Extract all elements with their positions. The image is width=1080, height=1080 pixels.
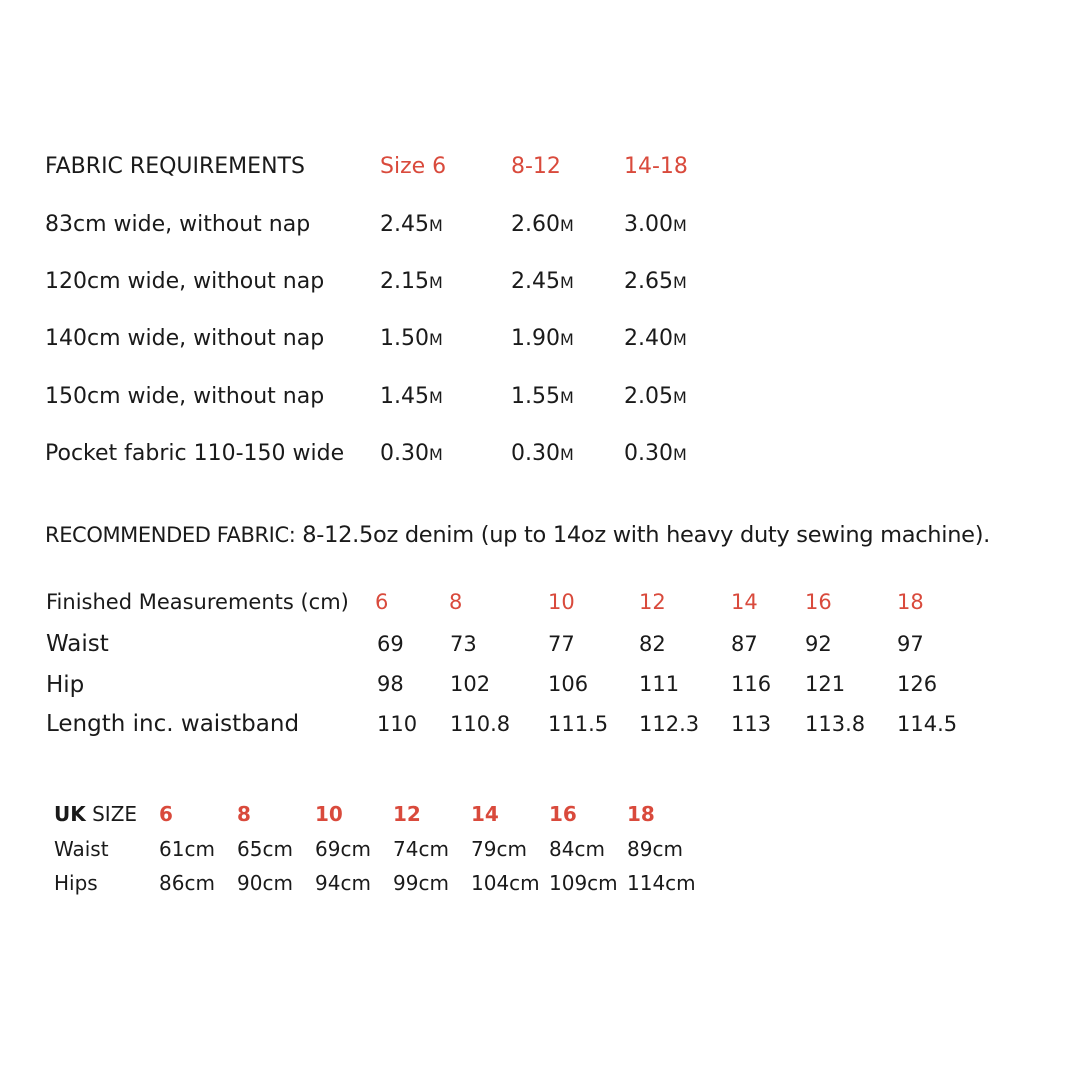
measurement-value: 77 (548, 632, 575, 656)
measurement-value: 113 (731, 712, 772, 736)
size-header: 18 (627, 802, 655, 826)
recommended-fabric (45, 522, 990, 548)
uk-value: 74cm (393, 837, 449, 861)
fabric-row-label: 120cm wide, without nap (45, 269, 325, 294)
measurement-value: 98 (377, 672, 404, 696)
fabric-value: 1.90M (511, 326, 574, 351)
fabric-value: 2.45M (511, 269, 574, 294)
finished-measurements-title: Finished Measurements (cm) (46, 590, 349, 614)
measurement-value: 92 (805, 632, 832, 656)
uk-value: 99cm (393, 871, 449, 895)
measurement-value: 114.5 (897, 712, 958, 736)
size-header: 14-18 (624, 154, 688, 179)
size-header: 8 (449, 590, 463, 614)
measurement-value: 121 (805, 672, 846, 696)
fabric-value: 2.45M (380, 212, 443, 237)
fabric-value: 0.30M (624, 441, 687, 466)
measurement-value: 113.8 (805, 712, 866, 736)
size-header: 6 (159, 802, 173, 826)
uk-value: 90cm (237, 871, 293, 895)
fabric-value: 2.60M (511, 212, 574, 237)
measurement-value: 116 (731, 672, 772, 696)
size-header: 8 (237, 802, 251, 826)
size-header: 10 (315, 802, 343, 826)
size-header: 18 (897, 590, 924, 614)
uk-value: 89cm (627, 837, 683, 861)
measurement-value: 126 (897, 672, 938, 696)
uk-row-label: Waist (54, 837, 109, 861)
uk-value: 65cm (237, 837, 293, 861)
measurement-row-label: Length inc. waistband (46, 711, 300, 737)
fabric-value: 2.15M (380, 269, 443, 294)
fabric-value: 1.55M (511, 384, 574, 409)
measurement-row-label: Waist (46, 631, 109, 657)
uk-value: 61cm (159, 837, 215, 861)
measurement-value: 106 (548, 672, 589, 696)
measurement-value: 110 (377, 712, 418, 736)
uk-value: 114cm (627, 871, 696, 895)
uk-size-title: UK SIZE (54, 802, 138, 826)
measurement-value: 82 (639, 632, 666, 656)
fabric-requirements-title: FABRIC REQUIREMENTS (45, 154, 305, 179)
fabric-row-label: 83cm wide, without nap (45, 212, 311, 237)
measurement-value: 111.5 (548, 712, 609, 736)
size-header: Size 6 (380, 154, 447, 179)
size-header: 16 (549, 802, 577, 826)
fabric-row-label: 150cm wide, without nap (45, 384, 325, 409)
size-header: 12 (393, 802, 421, 826)
uk-row-label: Hips (54, 871, 98, 895)
measurement-value: 110.8 (450, 712, 511, 736)
measurement-value: 87 (731, 632, 758, 656)
fabric-value: 0.30M (511, 441, 574, 466)
uk-value: 79cm (471, 837, 527, 861)
uk-value: 86cm (159, 871, 215, 895)
uk-value: 84cm (549, 837, 605, 861)
fabric-value: 0.30M (380, 441, 443, 466)
measurement-value: 69 (377, 632, 404, 656)
recommended-text: 8-12.5oz denim (up to 14oz with heavy duty sewing machine). (302, 522, 991, 548)
size-header: 8-12 (511, 154, 561, 179)
measurement-value: 111 (639, 672, 680, 696)
measurement-value: 97 (897, 632, 924, 656)
uk-value: 109cm (549, 871, 618, 895)
fabric-value: 2.05M (624, 384, 687, 409)
fabric-value: 1.45M (380, 384, 443, 409)
fabric-row-label: Pocket fabric 110-150 wide (45, 441, 345, 466)
size-header: 6 (375, 590, 389, 614)
uk-value: 104cm (471, 871, 540, 895)
recommended-label: RECOMMENDED FABRIC: (45, 523, 296, 547)
uk-value: 94cm (315, 871, 371, 895)
fabric-value: 2.65M (624, 269, 687, 294)
fabric-row-label: 140cm wide, without nap (45, 326, 325, 351)
fabric-value: 1.50M (380, 326, 443, 351)
fabric-value: 3.00M (624, 212, 687, 237)
fabric-value: 2.40M (624, 326, 687, 351)
measurement-value: 112.3 (639, 712, 700, 736)
size-header: 16 (805, 590, 832, 614)
measurement-row-label: Hip (46, 672, 85, 698)
size-header: 10 (548, 590, 575, 614)
measurement-value: 73 (450, 632, 477, 656)
size-header: 14 (471, 802, 499, 826)
measurement-value: 102 (450, 672, 491, 696)
size-header: 12 (639, 590, 666, 614)
uk-value: 69cm (315, 837, 371, 861)
size-header: 14 (731, 590, 758, 614)
